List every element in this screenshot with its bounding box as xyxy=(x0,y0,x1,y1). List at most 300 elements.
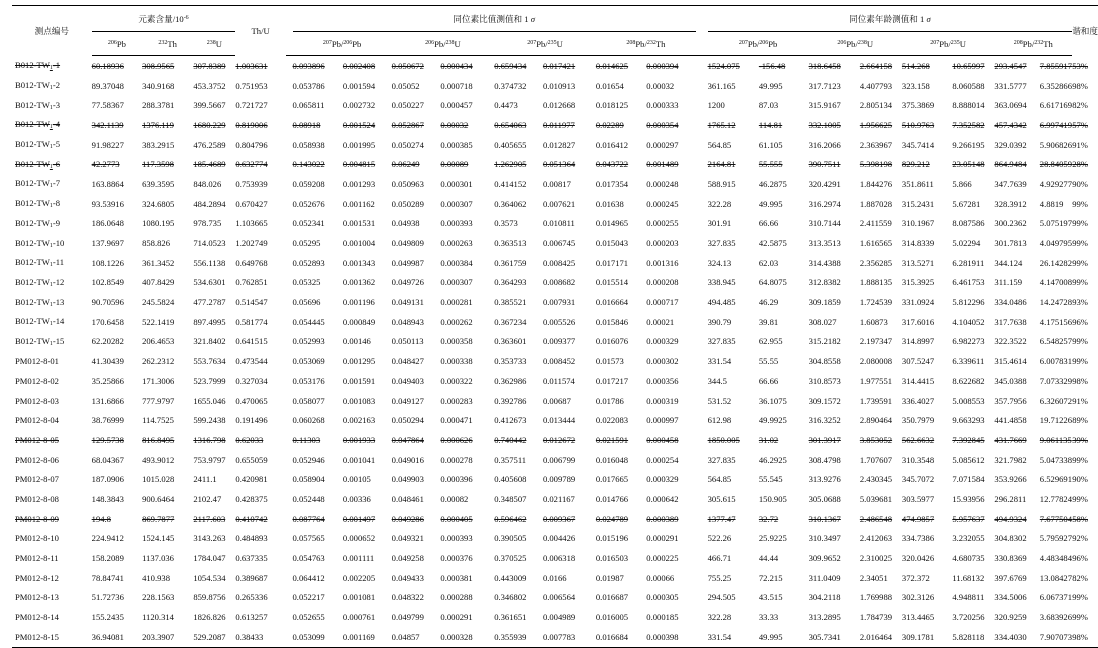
age-208-232-cell: 322.3522 xyxy=(994,336,1027,347)
pb206-cell: 51.72736 xyxy=(91,592,124,603)
th232-cell: 340.9168 xyxy=(142,80,175,91)
age-208-232-cell: 357.7956 xyxy=(994,395,1027,406)
ratio-207-235-cell: 0.443009 xyxy=(494,572,527,583)
sample-id-cell: $B012-TW_1-9$ xyxy=(15,217,61,229)
th-u-cell: 0.751953 xyxy=(235,80,268,91)
ratio-207-235-cell: 0.364293 xyxy=(494,277,527,288)
age-206-238-cell: 312.8382 xyxy=(808,277,841,288)
spacer-cell xyxy=(696,95,708,115)
ratio-207-235-cell: 0.740442 xyxy=(494,434,527,445)
spacer-cell xyxy=(696,568,708,588)
u238-cell: 1680.229 xyxy=(193,119,226,130)
age-208-232-cell: 315.4614 xyxy=(994,356,1027,367)
age-208-232-err-cell: 6.352866 xyxy=(1039,80,1073,91)
u238-cell: 753.9797 xyxy=(193,454,226,465)
th-u-cell: 0.473544 xyxy=(235,356,268,367)
table-row xyxy=(12,174,1098,194)
ratio-206-238-cell: 0.048461 xyxy=(391,493,424,504)
sample-id-cell: PM012-8-01 xyxy=(15,356,59,367)
age-207-235-cell: 474.9857 xyxy=(901,513,935,524)
ratio-208-232-err-cell: 0.000319 xyxy=(646,395,679,406)
ratio-207-206-err-cell: 0.001196 xyxy=(342,297,375,308)
pb206-cell: 91.98227 xyxy=(91,139,124,150)
age-208-232-err-cell: 6.548257 xyxy=(1039,336,1073,347)
age-206-238-err-cell: 2.197347 xyxy=(859,336,893,347)
age-208-232-err-cell: 9.061135 xyxy=(1039,434,1072,445)
th-u-cell: 0.581774 xyxy=(235,316,268,327)
th-u-cell: 0.655059 xyxy=(235,454,268,465)
th-u-cell: 0.410742 xyxy=(235,513,268,524)
age-207-235-cell: 302.3126 xyxy=(901,592,935,603)
age-206-238-cell: 332.1005 xyxy=(808,119,841,130)
ratio-207-206-err-cell: 0.002163 xyxy=(342,415,376,426)
pb206-cell: 158.2089 xyxy=(91,553,124,564)
u238-cell: 476.2589 xyxy=(193,139,226,150)
th232-cell: 171.3006 xyxy=(142,375,175,386)
spacer-cell xyxy=(286,273,293,293)
ratio-206-238-err-cell: 0.000376 xyxy=(440,553,473,564)
sample-id-cell: $B012-TW_1-8$ xyxy=(15,198,61,210)
age-206-238-cell: 313.3513 xyxy=(808,238,841,249)
age-207-235-cell: 313.5271 xyxy=(901,257,935,268)
age-207-235-err-cell: 7.392845 xyxy=(952,434,985,445)
ratio-207-235-cell: 0.390505 xyxy=(494,533,527,544)
concordance-cell: 99% xyxy=(1072,257,1088,268)
age-207-206-cell: 531.52 xyxy=(707,395,732,406)
age-207-235-err-cell: 6.982273 xyxy=(952,336,985,347)
age-206-238-cell: 309.1859 xyxy=(808,297,841,308)
table-row xyxy=(12,607,1098,627)
age-207-235-cell: 314.4415 xyxy=(901,375,935,386)
spacer-cell xyxy=(286,529,293,549)
table-row xyxy=(12,410,1098,430)
ratio-208-232-cell: 0.043722 xyxy=(595,159,629,170)
age-208-232-err-cell: 5.047338 xyxy=(1039,454,1073,465)
spacer-cell xyxy=(696,135,708,155)
spacer-cell xyxy=(286,76,293,96)
age-207-206-cell: 1850.005 xyxy=(707,434,740,445)
ratio-206-238-cell: 0.049258 xyxy=(391,553,424,564)
concordance-cell: 98% xyxy=(1072,375,1088,386)
u238-cell: 399.5667 xyxy=(193,100,226,111)
age-207-235-err-cell: 23.05148 xyxy=(952,159,985,170)
ratio-207-235-err-cell: 0.006745 xyxy=(542,238,576,249)
ratio-207-235-cell: 0.405608 xyxy=(494,474,527,485)
ratio-207-206-cell: 0.05325 xyxy=(292,277,321,288)
ratio-207-235-cell: 0.364062 xyxy=(494,198,527,209)
ratio-207-206-err-cell: 0.00105 xyxy=(342,474,371,485)
ratio-207-206-cell: 0.054445 xyxy=(292,316,325,327)
ratio-206-238-err-cell: 0.000393 xyxy=(440,533,473,544)
u238-cell: 1826.826 xyxy=(193,612,226,623)
th232-cell: 1376.119 xyxy=(142,119,174,130)
spacer-cell xyxy=(286,154,293,174)
ratio-208-232-err-cell: 0.000225 xyxy=(646,553,679,564)
ratio-206-238-cell: 0.050289 xyxy=(391,198,424,209)
spacer-cell xyxy=(286,627,293,647)
concordance-cell: 91% xyxy=(1072,139,1088,150)
spacer-cell xyxy=(286,312,293,332)
ratio-207-235-cell: 0.414152 xyxy=(494,178,527,189)
ratio-208-232-cell: 0.01573 xyxy=(595,356,624,367)
age-206-238-cell: 310.1367 xyxy=(808,513,841,524)
thu-header: Th/U xyxy=(235,6,285,56)
age-207-206-err-cell: 39.81 xyxy=(758,316,779,327)
age-208-232-err-cell: 7.677504 xyxy=(1039,513,1073,524)
sample-id-cell: $B012-TW_1-15$ xyxy=(15,335,65,347)
spacer-cell xyxy=(696,509,708,529)
u238-cell: 529.2087 xyxy=(193,627,235,647)
age-207-235-header: $^{207}$Pb/$^{235}$U xyxy=(902,32,994,56)
pb206-cell: 163.8864 xyxy=(91,178,124,189)
ratio-207-206-cell: 0.058938 xyxy=(292,139,325,150)
table-row xyxy=(12,312,1098,332)
table-row xyxy=(12,529,1098,549)
spacer-cell xyxy=(286,174,293,194)
ratio-208-232-err-cell: 0.000291 xyxy=(646,533,679,544)
concordance-cell: 98% xyxy=(1072,80,1088,91)
ratio-206-238-err-cell: 0.000405 xyxy=(440,513,473,524)
age-208-232-cell: 304.8302 xyxy=(994,533,1027,544)
pb206-cell: 170.6458 xyxy=(91,316,124,327)
ratio-206-238-err-cell: 0.000471 xyxy=(440,415,473,426)
ratio-207-235-err-cell: 0.007931 xyxy=(542,297,576,308)
ratio-206-238-err-cell: 0.000626 xyxy=(440,434,473,445)
age-207-235-cell: 310.3548 xyxy=(901,454,935,465)
ratio-208-232-cell: 0.014625 xyxy=(595,60,629,71)
ratio-207-235-err-cell: 0.009367 xyxy=(542,513,576,524)
age-207-235-cell: 514.268 xyxy=(901,60,930,71)
age-208-232-err-cell: 26.14282 xyxy=(1039,257,1073,268)
table-row xyxy=(12,568,1098,588)
spacer-cell xyxy=(286,253,293,273)
age-206-238-err-cell: 2.411559 xyxy=(859,218,892,229)
ratio-206-238-err-cell: 0.000358 xyxy=(440,336,473,347)
age-206-238-cell: 313.2895 xyxy=(808,612,841,623)
ratio-207-235-cell: 0.385521 xyxy=(494,297,527,308)
u238-cell: 599.2438 xyxy=(193,415,226,426)
th232-cell: 407.8429 xyxy=(142,277,175,288)
age-206-238-err-cell: 2.412063 xyxy=(859,533,893,544)
ratio-208-232-err-cell: 0.001316 xyxy=(646,257,679,268)
age-207-206-cell: 322.28 xyxy=(707,612,732,623)
ratio-208-232-cell: 0.017354 xyxy=(595,178,629,189)
sample-header: 测点编号 xyxy=(12,6,92,56)
age-207-235-cell: 303.5977 xyxy=(901,493,935,504)
age-208-232-cell: 397.6769 xyxy=(994,572,1027,583)
ratio-208-232-cell: 0.01638 xyxy=(595,198,624,209)
age-206-238-err-cell: 5.039681 xyxy=(859,493,893,504)
ratio-208-232-cell: 0.02289 xyxy=(595,119,624,130)
age-206-238-err-cell: 2.34051 xyxy=(859,572,888,583)
age-207-235-cell: 315.3925 xyxy=(901,277,935,288)
th232-cell: 114.7525 xyxy=(142,415,174,426)
ratio-207-206-err-cell: 0.001531 xyxy=(342,218,376,229)
ratio-207-206-cell: 0.143022 xyxy=(292,159,325,170)
age-207-206-cell: 322.28 xyxy=(707,198,732,209)
ratio-207-235-err-cell: 0.011977 xyxy=(542,119,575,130)
ratio-207-206-err-cell: 0.000652 xyxy=(342,533,376,544)
pb206-cell: 77.58367 xyxy=(91,100,124,111)
th232-cell: 288.3781 xyxy=(142,100,175,111)
th232-cell: 228.1563 xyxy=(142,592,175,603)
age-207-206-err-cell: 72.215 xyxy=(758,572,783,583)
spacer-cell xyxy=(696,450,708,470)
th232-cell: 900.6464 xyxy=(142,493,175,504)
spacer-cell xyxy=(286,332,293,352)
age-207-206-err-cell: 25.9225 xyxy=(758,533,787,544)
ratio-206-238-err-cell: 0.000328 xyxy=(440,627,494,647)
th-u-cell: 0.762851 xyxy=(235,277,268,288)
ratio-207-206-cell: 0.057565 xyxy=(292,533,325,544)
u238-cell: 859.8756 xyxy=(193,592,226,603)
sample-id-cell: $B012-TW_1-7$ xyxy=(15,178,61,190)
sample-id-cell: $B012-TW_1-5$ xyxy=(15,139,61,151)
spacer-cell xyxy=(286,607,293,627)
age-207-235-err-cell: 5.008553 xyxy=(952,395,985,406)
pb206-cell: 41.30439 xyxy=(91,356,124,367)
age-207-235-err-cell: 9.266195 xyxy=(952,139,985,150)
spacer-cell xyxy=(696,588,708,608)
ratio-207-235-cell: 0.361759 xyxy=(494,257,527,268)
th232-cell: 383.2915 xyxy=(142,139,175,150)
age-207-206-err-cell: 44.44 xyxy=(758,553,779,564)
age-207-206-err-cell: 55.555 xyxy=(758,159,783,170)
ratio-206-238-err-cell: 0.000288 xyxy=(440,592,473,603)
ratio-206-238-cell: 0.050113 xyxy=(391,336,424,347)
ratio-206-238-cell: 0.04857 xyxy=(392,627,441,647)
ratio-206-238-err-cell: 0.000301 xyxy=(440,178,473,189)
ratio-208-232-cell: 0.016005 xyxy=(595,612,629,623)
th-u-cell: 0.649768 xyxy=(235,257,268,268)
ratio-207-235-err-cell: 0.012668 xyxy=(542,100,576,111)
age-208-232-err-cell: 28.84059 xyxy=(1039,159,1073,170)
spacer-cell xyxy=(286,469,293,489)
age-208-232-cell: 320.9259 xyxy=(994,612,1027,623)
ratio-207-235-cell: 0.659434 xyxy=(494,60,527,71)
age-206-238-cell: 315.9167 xyxy=(808,100,841,111)
spacer-cell xyxy=(696,548,708,568)
age-208-232-cell: 344.124 xyxy=(994,257,1023,268)
ratio-207-206-cell: 0.052946 xyxy=(292,454,325,465)
age-206-238-err-cell: 5.398198 xyxy=(859,159,893,170)
ratio-208-232-cell: 0.021591 xyxy=(595,434,629,445)
age-206-238-cell: 310.8573 xyxy=(808,375,841,386)
ratio-207-235-err-cell: 0.006564 xyxy=(542,592,576,603)
spacer-cell xyxy=(286,95,293,115)
ratio-206-238-err-cell: 0.000381 xyxy=(440,572,473,583)
ratio-207-206-cell: 0.052341 xyxy=(292,218,325,229)
ratio-208-232-err-cell: 0.000208 xyxy=(646,277,679,288)
age-207-235-err-cell: 8.622682 xyxy=(952,375,985,386)
age-208-232-cell: 328.3912 xyxy=(994,198,1027,209)
u238-cell: 523.7999 xyxy=(193,375,226,386)
concordance-cell: 39% xyxy=(1072,434,1088,445)
age-207-235-cell: 562.6632 xyxy=(901,434,935,445)
spacer-cell xyxy=(696,469,708,489)
sample-id-cell: PM012-8-10 xyxy=(15,533,59,544)
age-206-238-cell: 308.4798 xyxy=(808,454,841,465)
age-207-235-cell: 323.158 xyxy=(901,80,930,91)
age-206-238-err-cell: 2.890464 xyxy=(859,415,893,426)
age-207-235-err-cell: 6.461753 xyxy=(952,277,985,288)
spacer-cell xyxy=(696,371,708,391)
age-207-206-err-cell: 49.9925 xyxy=(758,415,787,426)
concordance-cell: 99% xyxy=(1072,356,1088,367)
age-207-206-err-cell: 62.03 xyxy=(758,257,779,268)
pb206-cell: 186.0648 xyxy=(91,218,124,229)
age-208-232-err-cell: 6.997419 xyxy=(1039,119,1073,130)
age-208-232-err-cell: 5.795927 xyxy=(1039,533,1073,544)
age-206-238-err-cell: 2.363967 xyxy=(859,139,893,150)
concordance-header: 谐和度 xyxy=(1072,6,1098,56)
spacer-cell xyxy=(696,391,708,411)
age-207-235-cell: 317.6016 xyxy=(901,316,935,327)
spacer-cell xyxy=(696,489,708,509)
ratio-207-235-err-cell: 0.013444 xyxy=(542,415,576,426)
th-u-cell: 0.753939 xyxy=(235,178,268,189)
age-207-235-cell: 375.3869 xyxy=(901,100,935,111)
age-208-232-err-cell: 3.683926 xyxy=(1039,612,1073,623)
ratio-207-206-err-cell: 0.001524 xyxy=(342,119,376,130)
u238-cell: 556.1138 xyxy=(193,257,226,268)
age-208-232-err-cell: 6.326072 xyxy=(1039,395,1073,406)
ratio-208-232-err-cell: 0.000185 xyxy=(646,612,679,623)
ratio-206-238-cell: 0.050672 xyxy=(391,60,424,71)
u238-cell: 2411.1 xyxy=(193,474,217,485)
concordance-cell: 89% xyxy=(1072,415,1088,426)
ratio-208-232-cell: 0.01987 xyxy=(595,572,624,583)
sample-id-cell: PM012-8-03 xyxy=(15,395,59,406)
ratio-207-206-err-cell: 0.000849 xyxy=(342,316,376,327)
concordance-cell: 99% xyxy=(1072,592,1088,603)
u238-cell: 534.6301 xyxy=(193,277,226,288)
age-206-238-err-cell: 2.430345 xyxy=(859,474,893,485)
th232-cell: 816.8495 xyxy=(142,434,175,445)
age-207-206-cell: 1200 xyxy=(707,100,725,111)
sample-id-cell: $B012-TW_1-3$ xyxy=(15,99,61,111)
ratio-207-235-err-cell: 0.021167 xyxy=(542,493,575,504)
pb206-cell: 131.6866 xyxy=(91,395,124,406)
u238-cell: 978.735 xyxy=(193,218,222,229)
ratio-207-206-err-cell: 0.004815 xyxy=(342,159,376,170)
table-row xyxy=(12,509,1098,529)
age-206-238-err-cell: 3.853052 xyxy=(859,434,893,445)
ratio-208-232-err-cell: 0.000398 xyxy=(646,627,696,647)
ratio-207-235-err-cell: 0.008425 xyxy=(542,257,576,268)
age-206-238-err-cell: 2.016464 xyxy=(860,627,902,647)
age-208-232-err-cell: 4.8819 xyxy=(1039,198,1064,209)
ratio-207-206-cell: 0.053176 xyxy=(292,375,325,386)
ratio-206-238-err-cell: 0.000718 xyxy=(440,80,473,91)
ratio-206-238-cell: 0.06249 xyxy=(391,159,420,170)
ratio-207-235-header: $^{207}$Pb/$^{235}$U xyxy=(494,32,596,56)
ratio-206-238-cell: 0.049403 xyxy=(391,375,424,386)
th-u-cell: 0.613257 xyxy=(235,612,268,623)
table-row xyxy=(12,154,1098,174)
ratio-208-232-err-cell: 0.000248 xyxy=(646,178,679,189)
age-208-232-cell: 331.5777 xyxy=(994,80,1027,91)
concordance-cell: 99% xyxy=(1072,238,1088,249)
age-207-235-err-cell: 6.339611 xyxy=(952,356,985,367)
ratio-208-232-err-cell: 0.000333 xyxy=(646,100,679,111)
spacer-cell xyxy=(696,292,708,312)
ratio-207-206-err-cell: 0.001293 xyxy=(342,178,376,189)
th-u-cell: 0.38433 xyxy=(235,627,285,647)
ratio-208-232-cell: 0.01786 xyxy=(595,395,624,406)
th-u-cell: 0.514547 xyxy=(235,297,268,308)
pb206-cell: 90.70596 xyxy=(91,297,124,308)
age-208-232-cell: 345.0388 xyxy=(994,375,1027,386)
ratio-207-206-err-cell: 0.001497 xyxy=(342,513,376,524)
sample-id-cell: PM012-8-02 xyxy=(15,375,59,386)
table-row xyxy=(12,76,1098,96)
age-207-235-err-cell: 5.085612 xyxy=(952,454,985,465)
age-207-206-cell: 564.85 xyxy=(707,474,732,485)
th232-cell: 1137.036 xyxy=(142,553,174,564)
spacer-cell xyxy=(286,56,293,76)
age-207-206-cell: 305.615 xyxy=(707,493,736,504)
spacer-cell xyxy=(286,214,293,234)
table-row xyxy=(12,214,1098,234)
age-207-235-cell: 351.8611 xyxy=(901,178,934,189)
ratio-207-206-cell: 0.11303 xyxy=(292,434,321,445)
ratio-207-235-cell: 0.355939 xyxy=(494,627,543,647)
ratio-207-235-err-cell: 0.006318 xyxy=(542,553,576,564)
pb206-cell: 62.20282 xyxy=(91,336,124,347)
ratio-207-206-cell: 0.064412 xyxy=(292,572,325,583)
sample-id-cell: $B012-TW_1-1$ xyxy=(15,60,61,72)
age-207-206-cell: 324.13 xyxy=(707,257,732,268)
ratio-206-238-cell: 0.050227 xyxy=(391,100,424,111)
ratio-207-206-cell: 0.08918 xyxy=(292,119,321,130)
ratio-206-238-cell: 0.052867 xyxy=(391,119,424,130)
age-208-232-header: $^{208}$Pb/$^{232}$Th xyxy=(994,32,1072,56)
age-206-238-err-cell: 1.977551 xyxy=(859,375,893,386)
spacer-cell xyxy=(286,509,293,529)
age-208-232-cell: 864.9484 xyxy=(994,159,1027,170)
spacer-cell xyxy=(696,607,708,627)
age-208-232-cell: 311.159 xyxy=(994,277,1023,288)
u238-cell: 453.3752 xyxy=(193,80,226,91)
ratio-208-232-err-cell: 0.000354 xyxy=(646,119,679,130)
age-206-238-err-cell: 2.356285 xyxy=(859,257,893,268)
ratio-206-238-err-cell: 0.000384 xyxy=(440,257,473,268)
ratio-208-232-err-cell: 0.000255 xyxy=(646,218,679,229)
ratio-207-235-err-cell: 0.009377 xyxy=(542,336,576,347)
age-208-232-err-cell: 7.907073 xyxy=(1040,627,1072,647)
age-207-206-err-cell: 43.515 xyxy=(758,592,783,603)
age-206-238-cell: 301.3917 xyxy=(808,434,841,445)
age-207-206-cell: 301.91 xyxy=(707,218,732,229)
age-208-232-err-cell: 6.617169 xyxy=(1039,100,1073,111)
ratio-207-235-err-cell: 0.017421 xyxy=(542,60,576,71)
age-206-238-cell: 308.027 xyxy=(808,316,837,327)
pb206-cell: 42.2773 xyxy=(91,159,120,170)
ratio-207-235-cell: 1.262905 xyxy=(494,159,527,170)
pb206-cell: 78.84741 xyxy=(91,572,124,583)
ratio-207-206-err-cell: 0.001343 xyxy=(342,257,376,268)
age-207-235-err-cell: 11.68132 xyxy=(952,572,985,583)
sample-id-cell: PM012-8-08 xyxy=(15,493,59,504)
ratio-207-206-err-cell: 0.001111 xyxy=(342,553,375,564)
age-207-235-cell: 345.7414 xyxy=(901,139,935,150)
ratio-207-206-err-cell: 0.001362 xyxy=(342,277,376,288)
spacer-cell xyxy=(696,273,708,293)
spacer-cell xyxy=(286,548,293,568)
ratio-207-206-cell: 0.052217 xyxy=(292,592,325,603)
age-207-206-err-cell: 49.995 xyxy=(759,627,809,647)
